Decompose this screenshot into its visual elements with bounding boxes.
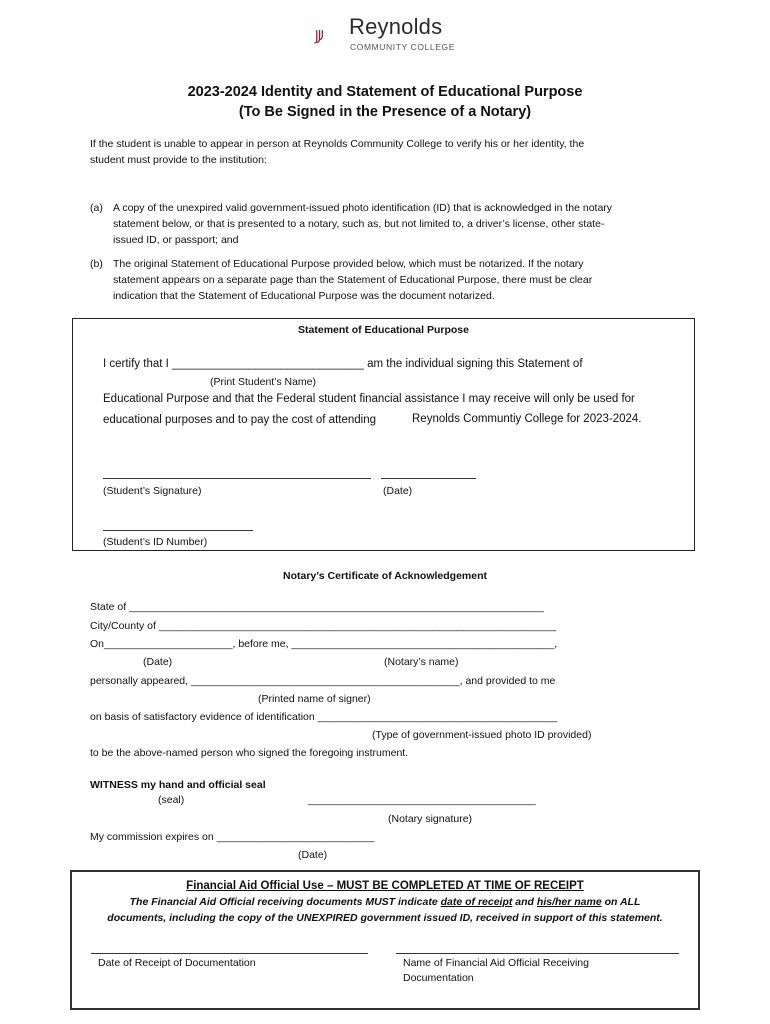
item-b-marker: (b) bbox=[90, 258, 103, 270]
item-a-text: A copy of the unexpired valid government-issued photo identification (ID) that is acknowledged in the notary bbox=[113, 202, 613, 214]
item-b-text: indication that the Statement of Educational Purpose was the document notarized. bbox=[113, 290, 495, 302]
receipt-date-line[interactable] bbox=[91, 953, 368, 954]
official-instruction bbox=[70, 894, 700, 910]
official-name-line[interactable] bbox=[396, 953, 679, 954]
notary-date-name-field[interactable]: On______________________, before me, _____________________________________________, bbox=[90, 638, 558, 650]
statement-text: Educational Purpose and that the Federal student financial assistance I may receive will only be used for bbox=[103, 393, 635, 405]
print-name-label: (Print Student’s Name) bbox=[210, 376, 317, 388]
official-heading: Financial Aid Official Use – MUST BE COMPLETED AT TIME OF RECEIPT bbox=[186, 880, 584, 892]
notary-name-label: (Notary’s name) bbox=[384, 656, 459, 668]
item-a-marker: (a) bbox=[90, 202, 103, 214]
official-text: on ALL bbox=[601, 896, 641, 908]
signature-line[interactable] bbox=[103, 478, 371, 479]
official-name-label: Name of Financial Aid Official Receiving bbox=[403, 957, 589, 969]
logo-subtitle: COMMUNITY COLLEGE bbox=[350, 42, 455, 52]
document-subtitle: (To Be Signed in the Presence of a Notary) bbox=[238, 104, 532, 120]
official-text-underlined: date of receipt bbox=[440, 896, 513, 908]
statement-text: educational purposes and to pay the cost of attending bbox=[103, 414, 377, 426]
item-a-text: issued ID, or passport; and bbox=[113, 234, 239, 246]
reynolds-logo bbox=[314, 10, 350, 64]
notary-basis-field[interactable]: on basis of satisfactory evidence of identification _________________________________________ bbox=[90, 711, 558, 723]
logo-name: Reynolds bbox=[349, 14, 443, 39]
id-type-label: (Type of government-issued photo ID provided) bbox=[372, 729, 592, 741]
notary-signature-line[interactable]: _______________________________________ bbox=[308, 794, 536, 806]
notary-signature-label: (Notary signature) bbox=[388, 813, 473, 825]
date-line[interactable] bbox=[381, 478, 476, 479]
student-id-label: (Student’s ID Number) bbox=[103, 536, 208, 548]
notary-heading: Notary’s Certificate of Acknowledgement bbox=[282, 570, 488, 582]
commission-date-label: (Date) bbox=[298, 849, 328, 861]
official-text-underlined: his/her name bbox=[536, 896, 602, 908]
receipt-date-label: Date of Receipt of Documentation bbox=[98, 957, 256, 969]
item-a-text: statement below, or that is presented to a notary, such as, but not limited to, a driver’s license, other state- bbox=[113, 218, 605, 230]
official-text: documents, including the copy of the UNEXPIRED government issued ID, received in support of this statement. bbox=[107, 912, 663, 924]
statement-certify-line[interactable]: I certify that I ______________________________ am the individual signing this Statement of bbox=[103, 358, 583, 370]
college-year-field[interactable]: Reynolds Communtiy College for 2023-2024. bbox=[412, 413, 642, 425]
seal-label: (seal) bbox=[158, 794, 185, 806]
student-id-line[interactable] bbox=[103, 530, 253, 531]
document-title: 2023-2024 Identity and Statement of Educational Purpose bbox=[187, 84, 583, 100]
notary-person-text: to be the above-named person who signed the foregoing instrument. bbox=[90, 747, 409, 759]
notary-county-field[interactable]: City/County of ____________________________________________________________________ bbox=[90, 620, 556, 632]
signature-label: (Student’s Signature) bbox=[103, 485, 202, 497]
notary-date-label: (Date) bbox=[143, 656, 173, 668]
intro-line: If the student is unable to appear in person at Reynolds Community College to verify his or her identity, the bbox=[90, 138, 585, 150]
official-name-label: Documentation bbox=[403, 972, 474, 984]
statement-box bbox=[72, 318, 695, 551]
item-b-text: statement appears on a separate page than the Statement of Educational Purpose, there must be clear bbox=[113, 274, 593, 286]
notary-state-field[interactable]: State of _______________________________________________________________________ bbox=[90, 601, 544, 613]
date-label: (Date) bbox=[383, 485, 413, 497]
commission-field[interactable]: My commission expires on ___________________________ bbox=[90, 831, 375, 843]
witness-text: WITNESS my hand and official seal bbox=[90, 779, 266, 791]
official-text: and bbox=[512, 896, 537, 908]
intro-line: student must provide to the institution: bbox=[90, 154, 267, 166]
official-text: The Financial Aid Official receiving documents MUST indicate bbox=[129, 896, 441, 908]
item-b-text: The original Statement of Educational Purpose provided below, which must be notarized. If the notary bbox=[113, 258, 584, 270]
printed-name-label: (Printed name of signer) bbox=[258, 693, 371, 705]
notary-appeared-field[interactable]: personally appeared, ______________________________________________, and provided to me bbox=[90, 675, 556, 687]
statement-heading: Statement of Educational Purpose bbox=[298, 324, 469, 336]
